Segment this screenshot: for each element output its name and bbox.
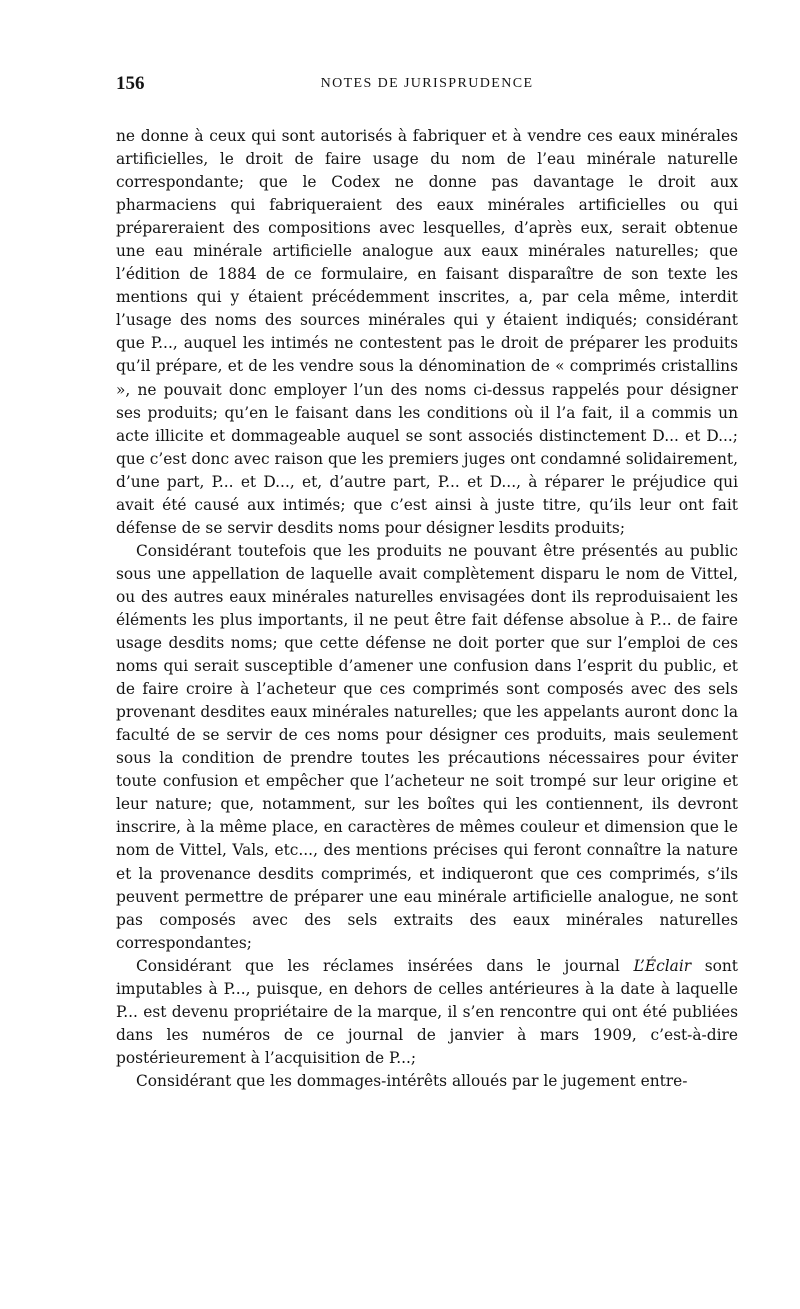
paragraph-1: ne donne à ceux qui sont autorisés à fabriquer et à vendre ces eaux minérales artificielles, le droit de faire usage du nom de l’eau minérale naturelle correspondante; que le Codex ne donne pas davantage le droit aux pharmaciens qui fabriqueraient des eaux minérales artificielles ou qui prépareraient des compositions avec lesquelles, d’après eux, serait obtenue une eau minérale artificielle analogue aux eaux minérales naturelles; que l’édition de 1884 de ce formulaire, en faisant disparaître de son texte les mentions qui y étaient précédemment inscrites, a, par cela même, interdit l’usage des noms des sources minérales qui y étaient indiqués; considérant que P..., auquel les intimés ne contestent pas le droit de préparer les produits qu’il prépare, et de les vendre sous la dénomination de « comprimés cristallins », ne pouvait donc employer l’un des noms ci-dessus rappelés pour désigner ses produits; qu’en le faisant dans les conditions où il l’a fait, il a commis un acte illicite et dommageable auquel se sont associés distinctement D... et D...; que c’est donc avec raison que les premiers juges ont condamné solidairement, d’une part, P... et D..., et, d’autre part, P... et D..., à réparer le préjudice qui avait été causé aux intimés; que c’est ainsi à juste titre, qu’ils leur ont fait défense de se servir desdits noms pour désigner lesdits produits; [116, 127, 738, 537]
running-title: NOTES DE JURISPRUDENCE [320, 76, 534, 91]
paragraph-2: Considérant toutefois que les produits ne pouvant être présentés au public sous une appellation de laquelle avait complètement disparu le nom de Vittel, ou des autres eaux minérales naturelles envisagées dont ils reproduisaient les éléments les plus importants, il ne peut être fait défense absolue à P... de faire usage desdits noms; que cette défense ne doit porter que sur l’emploi de ces noms qui serait susceptible d’amener une confusion dans l’esprit du public, et de faire croire à l’acheteur que ces comprimés sont composés avec des sels provenant desdites eaux minérales naturelles; que les appelants auront donc la faculté de se servir de ces noms pour désigner ces produits, mais seulement sous la condition de prendre toutes les précautions nécessaires pour éviter toute confusion et empêcher que l’acheteur ne soit trompé sur leur origine et leur nature; que, notamment, sur les boîtes qui les contiennent, ils devront inscrire, à la même place, en caractères de mêmes couleur et dimension que le nom de Vittel, Vals, etc..., des mentions précises qui feront connaître la nature et la provenance desdits comprimés, et indiqueront que ces comprimés, s’ils peuvent permettre de préparer une eau minérale artificielle analogue, ne sont pas composés avec des sels extraits des eaux minérales naturelles correspondantes; [116, 541, 738, 952]
paragraph-3-after: sont imputables à P..., puisque, en dehors de celles antérieures à la date à laquelle P... est devenu propriétaire de la marque, il s’en rencontre qui ont été publiées dans les numéros de ce journal de janvier à mars 1909, c’est-à-dire postérieurement à l’acquisition de P...; [116, 956, 738, 1067]
running-head [116, 72, 738, 96]
paragraph-3 [116, 955, 738, 1070]
paragraph-3-before: Considérant que les réclames insérées dans le journal [136, 956, 634, 975]
journal-title: L’Éclair [633, 956, 692, 975]
page-number: 156 [116, 73, 145, 94]
body-text [116, 125, 738, 1093]
paragraph-4: Considérant que les dommages-intérêts alloués par le jugement entre- [136, 1071, 688, 1090]
